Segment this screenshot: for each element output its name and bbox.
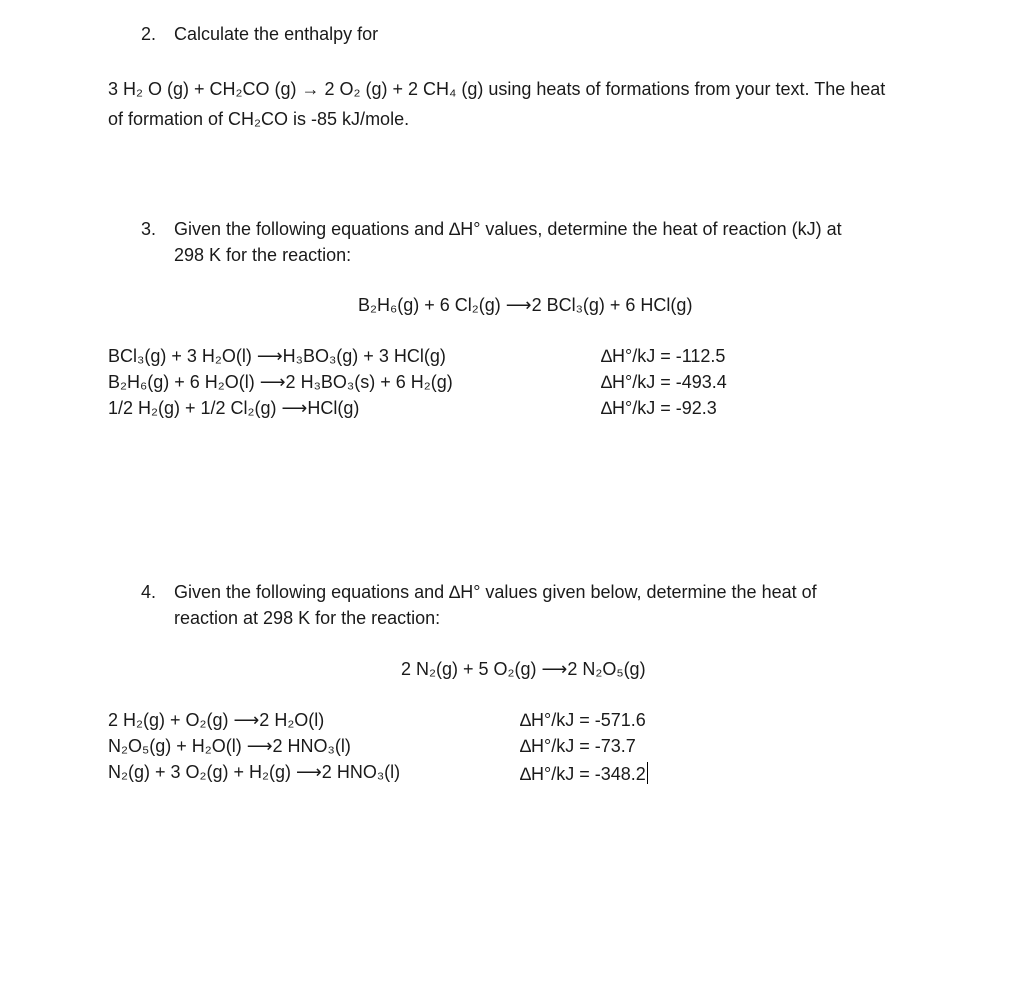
question-body-line: of formation of CH₂CO is -85 kJ/mole.: [108, 109, 410, 129]
text-cursor: [647, 762, 649, 784]
question-heading-line: Given the following equations and ∆H° values, determine the heat of reaction (kJ) at: [174, 219, 842, 239]
target-reaction: B₂H₆(g) + 6 Cl₂(g) ⟶2 BCl₃(g) + 6 HCl(g): [358, 295, 693, 315]
equation-reaction: B₂H₆(g) + 6 H₂O(l) ⟶2 H₃BO₃(s) + 6 H₂(g): [108, 372, 453, 392]
question-body-line: 3 H₂ O (g) + CH₂CO (g) → 2 O₂ (g) + 2 CH₄ (g) using heats of formations from your text. The heat: [108, 79, 886, 99]
equation-enthalpy: ∆H°/kJ = -92.3: [601, 398, 717, 418]
question-heading: Calculate the enthalpy for: [174, 24, 379, 44]
target-reaction: 2 N₂(g) + 5 O₂(g) ⟶2 N₂O₅(g): [401, 659, 646, 679]
question-heading-line: 298 K for the reaction:: [174, 245, 352, 265]
equation-enthalpy: ∆H°/kJ = -493.4: [601, 372, 727, 392]
question-heading-line: Given the following equations and ∆H° values given below, determine the heat of: [174, 582, 817, 602]
equation-reaction: N₂O₅(g) + H₂O(l) ⟶2 HNO₃(l): [108, 736, 351, 756]
question-heading-line: reaction at 298 K for the reaction:: [174, 608, 441, 628]
equation-enthalpy: ∆H°/kJ = -73.7: [520, 736, 636, 756]
equation-reaction: 2 H₂(g) + O₂(g) ⟶2 H₂O(l): [108, 710, 325, 730]
equation-enthalpy: ∆H°/kJ = -348.2: [520, 764, 646, 784]
question-number: 3.: [141, 219, 157, 239]
question-number: 2.: [141, 24, 157, 44]
equation-enthalpy: ∆H°/kJ = -571.6: [520, 710, 646, 730]
equation-enthalpy: ∆H°/kJ = -112.5: [601, 346, 726, 366]
equation-reaction: 1/2 H₂(g) + 1/2 Cl₂(g) ⟶HCl(g): [108, 398, 360, 418]
equation-enthalpy-editing[interactable]: [520, 762, 648, 785]
equation-reaction: BCl₃(g) + 3 H₂O(l) ⟶H₃BO₃(g) + 3 HCl(g): [108, 346, 446, 366]
question-number: 4.: [141, 582, 157, 602]
equation-reaction: N₂(g) + 3 O₂(g) + H₂(g) ⟶2 HNO₃(l): [108, 762, 401, 782]
